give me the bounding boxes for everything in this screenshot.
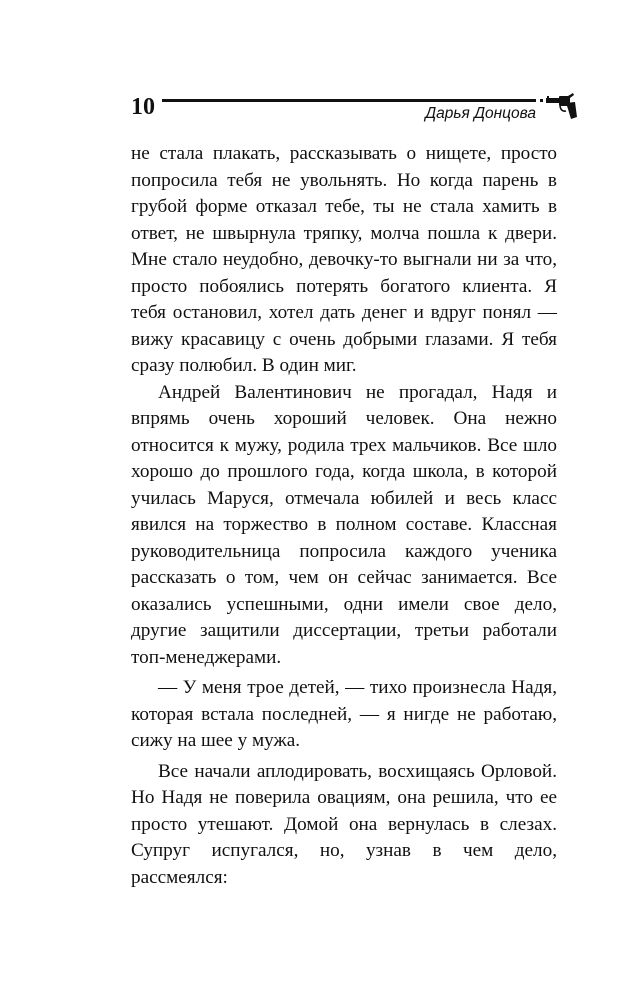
page-body [131, 141, 557, 891]
page-number: 10 [131, 94, 155, 120]
running-head-author: Дарья Донцова [425, 105, 536, 122]
revolver-icon [544, 93, 578, 121]
header-rule [162, 99, 536, 102]
paragraph: Андрей Валентинович не прогадал, Надя и впрямь очень хороший человек. Она нежно относится к мужу, родила трех мальчиков. Все шло хорошо до прошлого года, когда школа, в которой училась Маруся, отмечала юбилей и весь класс явился на торжество в полном составе. Классная руководительница попросила каждого ученика рассказать о том, чем он сейчас занимается. Все оказались успешными, одни имели свое дело, другие защитили диссертации, третьи работали топ-менеджерами. [131, 381, 557, 668]
header-rule-dot [540, 99, 543, 102]
paragraph: Все начали аплодировать, восхищаясь Орловой. Но Надя не поверила овациям, она решила, что ее просто утешают. Домой она вернулась в слезах. Супруг испугался, но, узнав в чем дело, рассмеялся: [131, 760, 557, 888]
paragraph-dialogue: — У меня трое детей, — тихо произнесла Надя, которая встала последней, — я нигде не работаю, сижу на шее у мужа. [131, 677, 557, 751]
paragraph: не стала плакать, рассказывать о нищете, просто попросила тебя не увольнять. Но когда парень в грубой форме отказал тебе, ты не стала хамить в ответ, не швырнула тряпку, молча пошла к двери. Мне стало неудобно, девочку-то выгнали ни за что, просто побоялись потерять богатого клиента. Я тебя остановил, хотел дать денег и вдруг понял — вижу красавицу с очень добрыми глазами. Я тебя сразу полюбил. В один миг. [131, 143, 557, 376]
